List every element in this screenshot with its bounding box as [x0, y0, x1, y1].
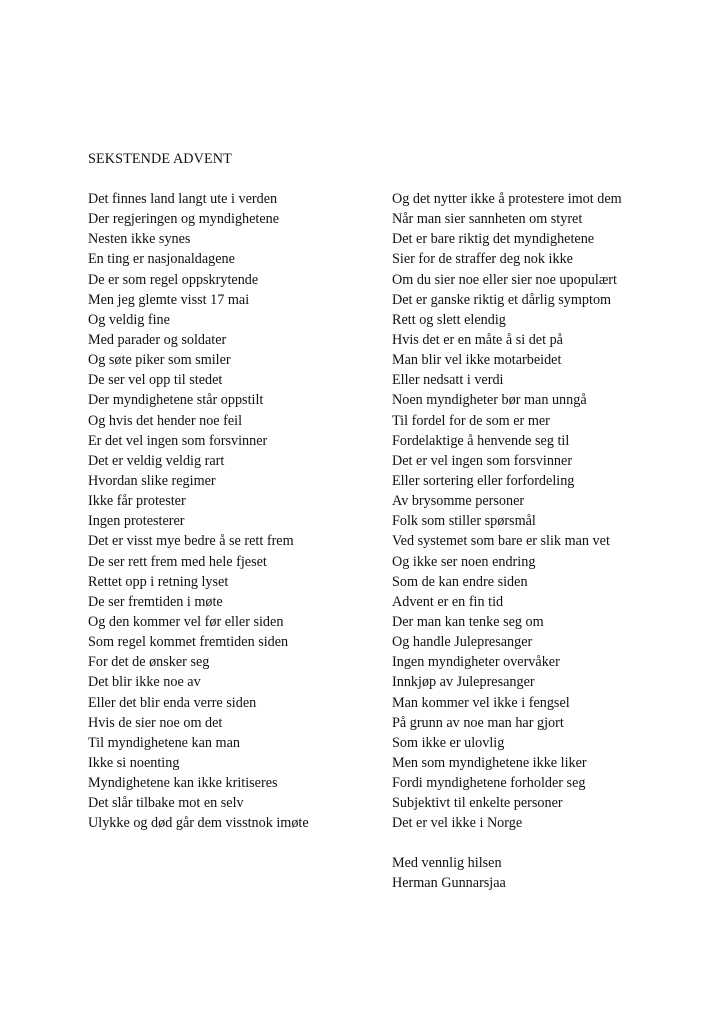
poem-line: Som de kan endre siden	[392, 573, 528, 590]
poem-line: De er som regel oppskrytende	[88, 271, 259, 288]
poem-line: Det er bare riktig det myndighetene	[392, 231, 595, 248]
poem-line: Hvis de sier noe om det	[88, 714, 223, 731]
poem-line: Rettet opp i retning lyset	[88, 573, 229, 590]
poem-line: Om du sier noe eller sier noe upopulært	[392, 271, 617, 288]
poem-line: Det slår tilbake mot en selv	[88, 795, 244, 812]
poem-line: Ved systemet som bare er slik man vet	[392, 533, 610, 550]
poem-line: Sier for de straffer deg nok ikke	[392, 251, 573, 268]
closing-greeting: Med vennlig hilsen	[392, 855, 502, 871]
poem-line: Som regel kommet fremtiden siden	[88, 634, 289, 651]
poem-line: Eller sortering eller forfordeling	[392, 472, 575, 489]
poem-line: Det er vel ikke i Norge	[392, 815, 523, 832]
poem-line: Til myndighetene kan man	[88, 734, 240, 751]
poem-line: Men jeg glemte visst 17 mai	[88, 291, 250, 308]
poem-line: Eller nedsatt i verdi	[392, 372, 504, 389]
poem-line: Når man sier sannheten om styret	[392, 211, 583, 228]
poem-line: Man kommer vel ikke i fengsel	[392, 694, 570, 711]
closing-block	[392, 853, 506, 893]
poem-line: Og søte piker som smiler	[88, 352, 231, 369]
poem-line: Fordi myndighetene forholder seg	[392, 775, 586, 792]
poem-line: De ser vel opp til stedet	[88, 372, 223, 389]
poem-line: Myndighetene kan ikke kritiseres	[88, 775, 278, 792]
poem-line: Og hvis det hender noe feil	[88, 412, 243, 429]
poem-line: Fordelaktige å henvende seg til	[392, 432, 570, 449]
poem-line: Og handle Julepresanger	[392, 634, 533, 651]
poem-line: Nesten ikke synes	[88, 231, 191, 248]
poem-right-column	[392, 189, 692, 834]
poem-line: Innkjøp av Julepresanger	[392, 674, 535, 691]
poem-line: Noen myndigheter bør man unngå	[392, 392, 587, 409]
poem-line: Av brysomme personer	[392, 493, 525, 510]
poem-line: Rett og slett elendig	[392, 311, 506, 328]
closing-signature: Herman Gunnarsjaa	[392, 875, 506, 892]
poem-line: Der man kan tenke seg om	[392, 613, 544, 630]
poem-line: Advent er en fin tid	[392, 593, 504, 610]
poem-line: Man blir vel ikke motarbeidet	[392, 352, 562, 369]
poem-line: Ulykke og død går dem visstnok imøte	[88, 815, 309, 832]
poem-line: Det blir ikke noe av	[88, 674, 201, 691]
poem-line: Ikke si noenting	[88, 754, 180, 771]
poem-line: Men som myndighetene ikke liker	[392, 754, 587, 771]
poem-line: Det er ganske riktig et dårlig symptom	[392, 291, 612, 308]
poem-line: Der regjeringen og myndighetene	[88, 211, 280, 228]
poem-line: De ser rett frem med hele fjeset	[88, 553, 267, 570]
poem-line: Til fordel for de som er mer	[392, 412, 550, 429]
poem-line: En ting er nasjonaldagene	[88, 251, 235, 268]
poem-line: Og veldig fine	[88, 311, 170, 328]
poem-line: Ikke får protester	[88, 493, 186, 510]
poem-line: Ingen protesterer	[88, 513, 185, 530]
poem-left-column	[88, 189, 378, 834]
poem-line: Det er visst mye bedre å se rett frem	[88, 533, 294, 550]
poem-line: Som ikke er ulovlig	[392, 734, 505, 751]
poem-line: Eller det blir enda verre siden	[88, 694, 257, 711]
poem-line: De ser fremtiden i møte	[88, 593, 223, 610]
poem-line: For det de ønsker seg	[88, 654, 210, 671]
poem-line: Ingen myndigheter overvåker	[392, 654, 560, 671]
poem-line: Hvis det er en måte å si det på	[392, 331, 563, 348]
poem-line: Og den kommer vel før eller siden	[88, 613, 284, 630]
poem-title: SEKSTENDE ADVENT	[88, 151, 232, 167]
poem-line: Og det nytter ikke å protestere imot dem	[392, 191, 622, 207]
poem-line: Hvordan slike regimer	[88, 472, 216, 489]
poem-line: Folk som stiller spørsmål	[392, 513, 536, 530]
poem-line: Er det vel ingen som forsvinner	[88, 432, 268, 449]
poem-line: Med parader og soldater	[88, 331, 227, 348]
poem-line: Og ikke ser noen endring	[392, 553, 536, 570]
poem-line: På grunn av noe man har gjort	[392, 714, 564, 731]
poem-line: Det er vel ingen som forsvinner	[392, 452, 573, 469]
poem-line: Det er veldig veldig rart	[88, 452, 225, 469]
poem-line: Det finnes land langt ute i verden	[88, 191, 278, 207]
poem-line: Subjektivt til enkelte personer	[392, 795, 563, 812]
poem-line: Der myndighetene står oppstilt	[88, 392, 264, 409]
